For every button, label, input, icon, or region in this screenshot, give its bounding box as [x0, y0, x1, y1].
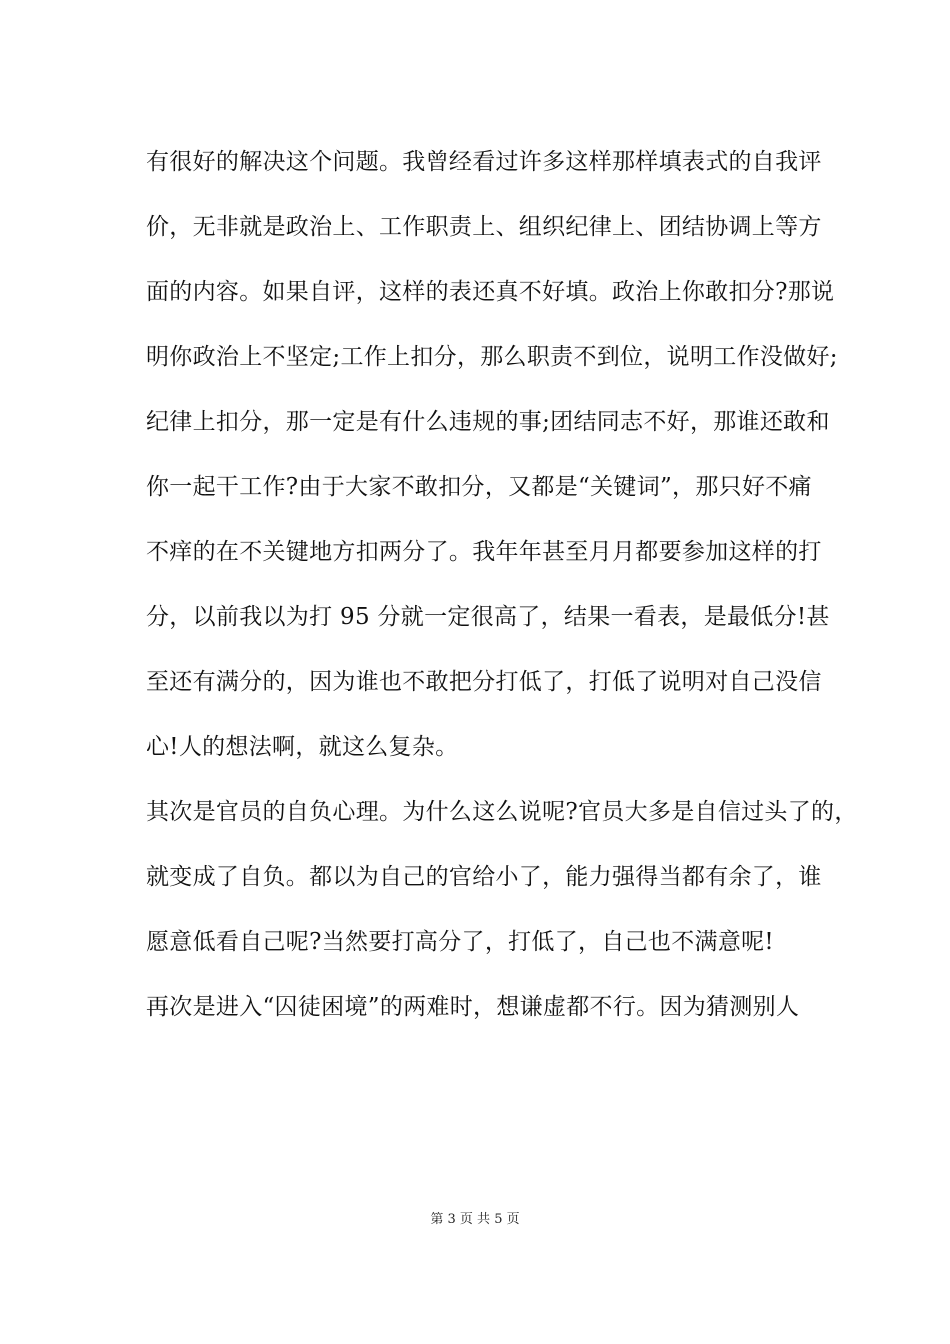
text-line: 分，以前我以为打 95 分就一定很高了，结果一看表，是最低分!甚 — [146, 604, 830, 630]
text-line: 面的内容。如果自评，这样的表还真不好填。政治上你敢扣分?那说 — [146, 279, 835, 305]
text-line: 明你政治上不坚定;工作上扣分，那么职责不到位，说明工作没做好; — [146, 344, 838, 370]
text-line: 有很好的解决这个问题。我曾经看过许多这样那样填表式的自我评 — [146, 149, 822, 175]
text-line: 心!人的想法啊，就这么复杂。 — [146, 734, 459, 760]
text-line: 纪律上扣分，那一定是有什么违规的事;团结同志不好，那谁还敢和 — [146, 409, 830, 435]
text-line: 就变成了自负。都以为自己的官给小了，能力强得当都有余了，谁 — [146, 864, 822, 890]
page-footer — [0, 1208, 950, 1227]
page-number-label: 第 3 页 共 5 页 — [430, 1212, 520, 1227]
text-line: 不痒的在不关键地方扣两分了。我年年甚至月月都要参加这样的打 — [146, 539, 822, 565]
text-line: 至还有满分的，因为谁也不敢把分打低了，打低了说明对自己没信 — [146, 669, 822, 695]
text-line: 你一起干工作?由于大家不敢扣分，又都是“关键词”，那只好不痛 — [146, 474, 812, 500]
body-text — [146, 130, 858, 1040]
text-line: 价，无非就是政治上、工作职责上、组织纪律上、团结协调上等方 — [146, 214, 822, 240]
text-line: 其次是官员的自负心理。为什么这么说呢?官员大多是自信过头了的， — [146, 799, 858, 825]
text-line: 愿意低看自己呢?当然要打高分了，打低了，自己也不满意呢! — [146, 929, 774, 955]
text-line: 再次是进入“囚徒困境”的两难时，想谦虚都不行。因为猜测别人 — [146, 994, 800, 1020]
